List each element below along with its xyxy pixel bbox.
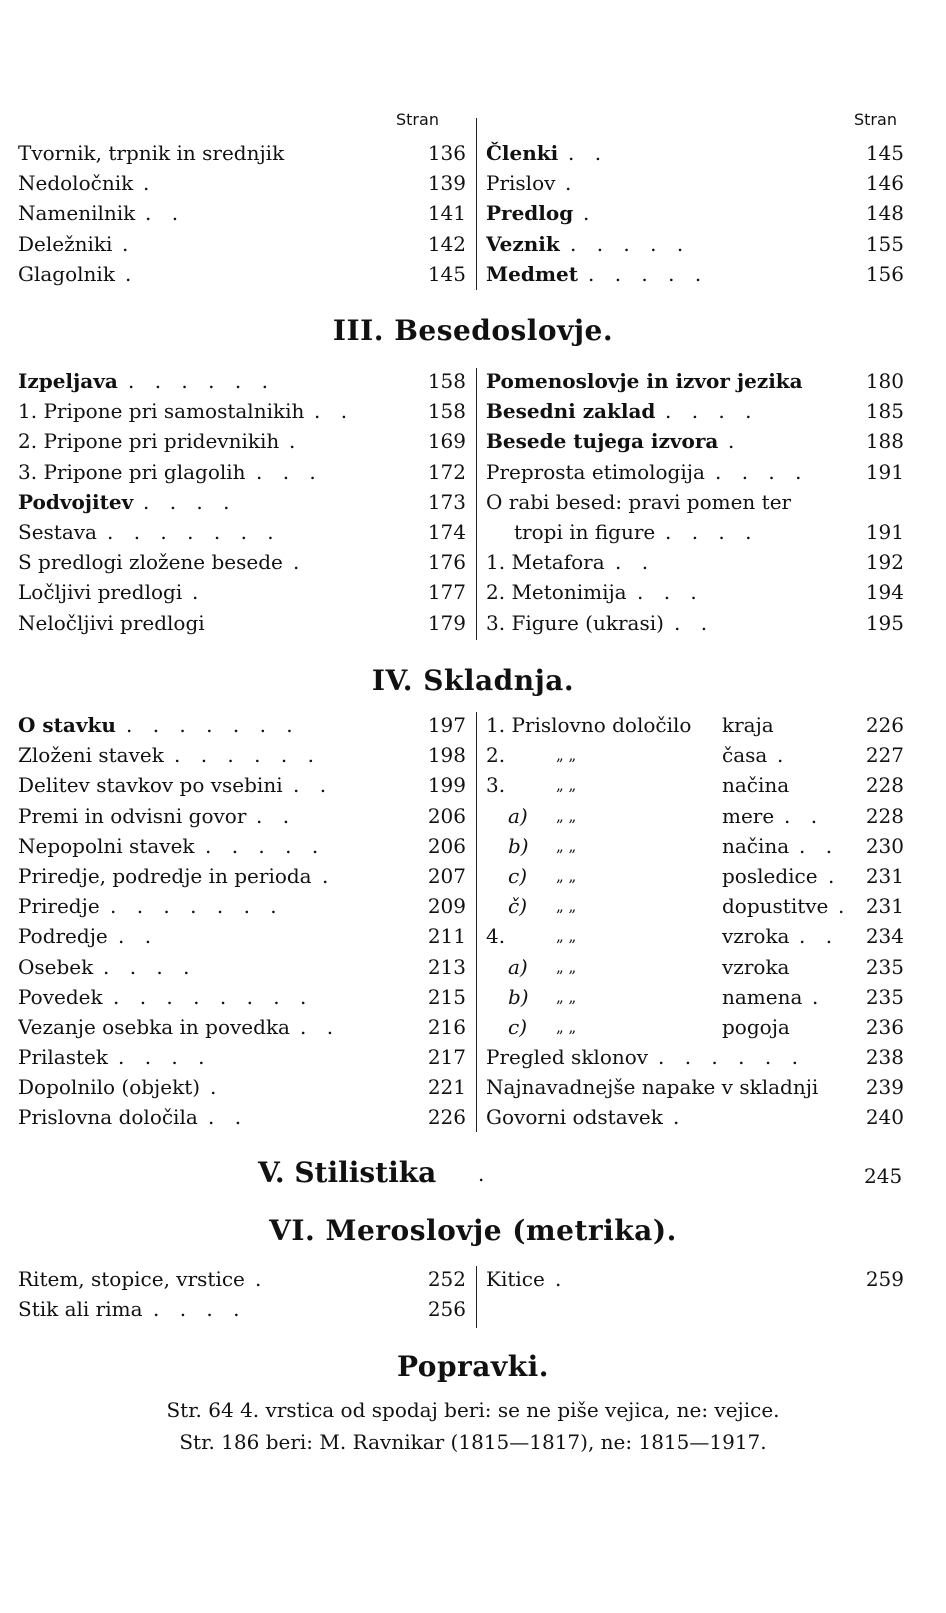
toc-entry xyxy=(486,259,908,289)
toc-entry-subtitle: načina xyxy=(722,773,790,798)
toc-entry xyxy=(18,198,470,228)
toc-entry xyxy=(486,366,908,396)
toc-entry-title: Povedek xyxy=(18,984,103,1009)
toc-entry xyxy=(18,1012,470,1042)
toc-entry-title: tropi in figure xyxy=(514,519,656,544)
section-heading-besedoslovje: III. Besedoslovje. xyxy=(332,314,614,347)
toc-entry-title: Priredje, podredje in perioda xyxy=(18,863,312,888)
toc-entry xyxy=(486,1072,908,1102)
toc-entry-page: 240 xyxy=(865,1105,904,1130)
toc-entry xyxy=(18,547,470,577)
toc-entry-leader: . . . . . . . xyxy=(110,894,284,919)
stilistika-page-number: 245 xyxy=(864,1164,903,1188)
toc-entry-subtitle: vzroka xyxy=(722,924,790,949)
toc-entry-title: 1. Prislovno določilo xyxy=(486,713,692,737)
toc-entry-title: č) xyxy=(508,894,528,919)
toc-entry-leader: . . xyxy=(145,201,186,226)
toc-entry-leader: . xyxy=(565,171,579,196)
toc-entry-page: 231 xyxy=(865,894,904,919)
toc-entry-title: 4. xyxy=(486,924,506,949)
column-divider xyxy=(476,118,477,290)
toc-entry-title: 1. Pripone pri samostalnikih xyxy=(18,399,305,424)
toc-entry-page: 211 xyxy=(427,924,466,949)
toc-entry xyxy=(18,1102,470,1132)
toc-entry-leader: . xyxy=(838,894,852,919)
toc-entry xyxy=(486,426,908,456)
toc-entry-title: Glagolnik xyxy=(18,261,115,286)
toc-entry xyxy=(18,952,470,982)
toc-entry xyxy=(486,921,908,951)
toc-entry-leader: . . xyxy=(799,924,840,949)
toc-entry xyxy=(18,1042,470,1072)
toc-entry xyxy=(18,921,470,951)
toc-entry-leader: . . xyxy=(208,1105,249,1130)
toc-entry-page: 217 xyxy=(427,1045,466,1070)
toc-right-column xyxy=(486,1264,908,1294)
toc-entry-title: Nedoločnik xyxy=(18,171,134,196)
toc-entry-page: 176 xyxy=(427,550,466,575)
toc-entry-title: 3. xyxy=(486,773,506,798)
toc-entry-page: 199 xyxy=(427,773,466,798)
toc-entry-leader: . . xyxy=(674,610,715,635)
ditto-marks: „ „ xyxy=(556,836,577,855)
toc-entry-leader: . . . xyxy=(256,459,323,484)
section-heading-stilistika: V. Stilistika xyxy=(258,1156,437,1189)
toc-entry xyxy=(18,396,470,426)
toc-entry xyxy=(486,547,908,577)
toc-entry-leader: . . . . . . . xyxy=(126,713,300,737)
toc-entry xyxy=(18,487,470,517)
toc-entry-leader: . xyxy=(812,984,826,1009)
toc-entry-page: 177 xyxy=(427,580,466,605)
toc-entry xyxy=(18,770,470,800)
toc-entry-page: 158 xyxy=(427,399,466,424)
toc-entry-page: 174 xyxy=(427,519,466,544)
toc-entry-title: O rabi besed: pravi pomen ter xyxy=(486,489,792,514)
toc-entry xyxy=(486,457,908,487)
toc-entry-page: 145 xyxy=(427,261,466,286)
toc-entry-leader: . . xyxy=(568,141,609,165)
toc-entry-title: Pregled sklonov xyxy=(486,1045,649,1070)
ditto-marks: „ „ xyxy=(556,897,577,916)
toc-entry-title: Delitev stavkov po vsebini xyxy=(18,773,283,798)
toc-entry-title: Dopolnilo (objekt) xyxy=(18,1075,201,1100)
toc-entry xyxy=(18,229,470,259)
toc-entry-leader: . . . . xyxy=(665,399,759,424)
toc-entry-leader: . . . . . . . xyxy=(107,519,281,544)
toc-left-column xyxy=(18,366,470,638)
toc-entry-leader: . xyxy=(555,1267,569,1291)
toc-entry-leader: . . . . . . xyxy=(658,1045,805,1070)
toc-entry-page: 156 xyxy=(865,261,904,286)
toc-entry-subtitle: načina xyxy=(722,833,790,858)
ditto-marks: „ „ xyxy=(556,806,577,825)
toc-entry-title: 2. Metonimija xyxy=(486,580,627,605)
toc-entry xyxy=(18,608,470,638)
toc-entry-page: 221 xyxy=(427,1075,466,1100)
toc-entry-page: 195 xyxy=(865,610,904,635)
toc-entry xyxy=(18,831,470,861)
toc-entry xyxy=(18,1072,470,1102)
toc-entry-title: Nepopolni stavek xyxy=(18,833,195,858)
toc-entry-subtitle: namena xyxy=(722,984,803,1009)
toc-entry-title: Sestava xyxy=(18,519,97,544)
toc-entry-title: Stik ali rima xyxy=(18,1297,143,1322)
toc-entry xyxy=(486,168,908,198)
toc-entry-page: 197 xyxy=(427,713,466,737)
toc-entry-title: Pomenoslovje in izvor jezika xyxy=(486,369,803,393)
toc-entry-title: Besede tujega izvora xyxy=(486,429,719,454)
toc-entry-page: 206 xyxy=(427,803,466,828)
toc-entry-title: Ločljivi predlogi xyxy=(18,580,183,605)
toc-entry-title: Prislov xyxy=(486,171,556,196)
toc-entry-page: 216 xyxy=(427,1014,466,1039)
toc-entry-page: 194 xyxy=(865,580,904,605)
toc-entry-leader: . xyxy=(192,580,206,605)
toc-entry-page: 239 xyxy=(865,1075,904,1100)
toc-entry xyxy=(18,259,470,289)
toc-entry-title: Govorni odstavek xyxy=(486,1105,663,1130)
toc-entry-title: Deležniki xyxy=(18,231,113,256)
toc-entry-title: Neločljivi predlogi xyxy=(18,610,205,635)
toc-entry xyxy=(486,1102,908,1132)
toc-entry-page: 235 xyxy=(865,984,904,1009)
toc-entry xyxy=(18,577,470,607)
toc-entry-page: 146 xyxy=(865,171,904,196)
toc-entry xyxy=(18,426,470,456)
toc-entry-page: 209 xyxy=(427,894,466,919)
toc-entry-leader: . . xyxy=(256,803,297,828)
toc-entry-leader: . . xyxy=(615,550,656,575)
toc-entry-page: 191 xyxy=(865,519,904,544)
toc-entry-leader: . xyxy=(322,863,336,888)
toc-entry xyxy=(18,891,470,921)
toc-entry xyxy=(18,457,470,487)
toc-entry-page: 185 xyxy=(865,399,904,424)
toc-entry-leader: . xyxy=(673,1105,687,1130)
toc-entry-page: 198 xyxy=(427,743,466,768)
toc-entry-subtitle: kraja xyxy=(722,713,774,737)
toc-entry-title: Premi in odvisni govor xyxy=(18,803,247,828)
toc-entry-title: Osebek xyxy=(18,954,94,979)
toc-entry-page: 158 xyxy=(427,369,466,393)
toc-entry xyxy=(486,861,908,891)
toc-entry xyxy=(486,1264,908,1294)
toc-entry xyxy=(18,1294,470,1324)
toc-entry-page: 236 xyxy=(865,1014,904,1039)
toc-entry-title: c) xyxy=(508,1014,528,1039)
toc-entry-title: a) xyxy=(508,803,528,828)
toc-entry-page: 238 xyxy=(865,1045,904,1070)
toc-entry xyxy=(486,801,908,831)
toc-entry-title: Ritem, stopice, vrstice xyxy=(18,1267,245,1291)
toc-entry-subtitle: posledice xyxy=(722,863,818,888)
toc-entry-page: 139 xyxy=(427,171,466,196)
column-divider xyxy=(476,712,477,1132)
toc-entry-title: Medmet xyxy=(486,261,578,286)
toc-entry-title: a) xyxy=(508,954,528,979)
toc-entry-title: Preprosta etimologija xyxy=(486,459,705,484)
toc-entry-title: Zloženi stavek xyxy=(18,743,164,768)
toc-entry-leader: . xyxy=(828,863,842,888)
toc-entry-title: Členki xyxy=(486,141,559,165)
toc-entry-leader: . . xyxy=(314,399,355,424)
toc-entry-page: 172 xyxy=(427,459,466,484)
toc-left-column xyxy=(18,710,470,1133)
toc-entry-leader: . . xyxy=(300,1014,341,1039)
toc-entry xyxy=(486,396,908,426)
toc-entry-page: 228 xyxy=(865,803,904,828)
toc-entry-leader: . . . xyxy=(637,580,704,605)
toc-entry-title: 2. xyxy=(486,743,506,768)
toc-entry xyxy=(486,710,908,740)
ditto-marks: „ „ xyxy=(556,987,577,1006)
toc-entry-title: O stavku xyxy=(18,713,116,737)
toc-entry-page: 227 xyxy=(865,743,904,768)
toc-entry xyxy=(486,1042,908,1072)
errata-line: Str. 64 4. vrstica od spodaj beri: se ne piše vejica, ne: vejice. xyxy=(166,1398,780,1422)
toc-entry-page: 230 xyxy=(865,833,904,858)
toc-entry-leader: . xyxy=(777,743,791,768)
toc-entry-page: 141 xyxy=(427,201,466,226)
toc-entry-page: 226 xyxy=(865,713,904,737)
toc-entry-leader: . . . . xyxy=(715,459,809,484)
toc-right-column xyxy=(486,366,908,638)
toc-entry-page: 136 xyxy=(427,141,466,165)
toc-entry xyxy=(486,982,908,1012)
toc-entry xyxy=(18,710,470,740)
toc-entry-leader: . . . . . xyxy=(570,231,691,256)
toc-entry-page: 228 xyxy=(865,773,904,798)
toc-entry-title: Tvornik, trpnik in srednjik xyxy=(18,141,285,165)
toc-entry xyxy=(18,861,470,891)
toc-entry-leader: . xyxy=(255,1267,269,1291)
toc-entry-leader: . xyxy=(210,1075,224,1100)
column-divider xyxy=(476,368,477,640)
toc-entry-page: 180 xyxy=(865,369,904,393)
toc-entry xyxy=(18,982,470,1012)
toc-entry-title: 2. Pripone pri pridevnikih xyxy=(18,429,280,454)
toc-entry xyxy=(486,138,908,168)
toc-entry xyxy=(18,517,470,547)
toc-entry-leader: . . . . xyxy=(118,1045,212,1070)
toc-entry-title: S predlogi zložene besede xyxy=(18,550,283,575)
toc-entry-title: Predlog xyxy=(486,201,574,226)
ditto-marks: „ „ xyxy=(556,866,577,885)
toc-entry-page: 145 xyxy=(865,141,904,165)
toc-entry-title: Veznik xyxy=(486,231,560,256)
toc-entry xyxy=(486,517,908,547)
toc-entry-leader: . xyxy=(122,231,136,256)
toc-entry-leader: . . . . xyxy=(153,1297,247,1322)
toc-entry-leader: . . . . . . xyxy=(174,743,321,768)
toc-entry-title: 3. Pripone pri glagolih xyxy=(18,459,246,484)
toc-entry-page: 169 xyxy=(427,429,466,454)
toc-entry-leader: . . . . . . . . xyxy=(113,984,314,1009)
toc-entry-leader: . xyxy=(728,429,742,454)
toc-entry-title: Prilastek xyxy=(18,1045,108,1070)
toc-entry-page: 148 xyxy=(865,201,904,226)
toc-entry-title: Namenilnik xyxy=(18,201,136,226)
ditto-marks: „ „ xyxy=(556,927,577,946)
toc-entry xyxy=(18,801,470,831)
toc-entry xyxy=(486,891,908,921)
ditto-marks: „ „ xyxy=(556,746,577,765)
toc-entry xyxy=(486,229,908,259)
toc-entry-title: Podvojitev xyxy=(18,489,134,514)
toc-entry-leader: . xyxy=(583,201,597,226)
toc-entry xyxy=(18,740,470,770)
toc-entry-title: Izpeljava xyxy=(18,369,118,393)
toc-entry-page: 173 xyxy=(427,489,466,514)
toc-entry-leader: . . . . xyxy=(665,519,759,544)
toc-entry-title: Priredje xyxy=(18,894,100,919)
toc-entry-page: 179 xyxy=(427,610,466,635)
toc-entry-title: Vezanje osebka in povedka xyxy=(18,1014,290,1039)
section-heading-skladnja: IV. Skladnja. xyxy=(371,664,575,697)
toc-left-column xyxy=(18,138,470,289)
toc-entry-leader: . xyxy=(125,261,139,286)
toc-entry-title: 3. Figure (ukrasi) xyxy=(486,610,664,635)
toc-entry xyxy=(18,168,470,198)
ditto-marks: „ „ xyxy=(556,776,577,795)
toc-entry-page: 142 xyxy=(427,231,466,256)
toc-entry-subtitle: časa xyxy=(722,743,768,768)
toc-entry-leader: . . . . xyxy=(103,954,197,979)
toc-entry-title: Kitice xyxy=(486,1267,545,1291)
toc-entry xyxy=(486,198,908,228)
toc-entry-page: 215 xyxy=(427,984,466,1009)
toc-entry xyxy=(18,1264,470,1294)
toc-right-column xyxy=(486,138,908,289)
toc-entry xyxy=(486,770,908,800)
toc-entry-subtitle: vzroka xyxy=(722,954,790,979)
section-heading-popravki: Popravki. xyxy=(396,1350,549,1383)
toc-entry-subtitle: dopustitve xyxy=(722,894,829,919)
toc-entry-page: 213 xyxy=(427,954,466,979)
toc-entry-leader: . . xyxy=(784,803,825,828)
stilistika-leader: . xyxy=(478,1162,485,1186)
toc-entry-page: 252 xyxy=(427,1267,466,1291)
toc-entry xyxy=(486,608,908,638)
toc-left-column xyxy=(18,1264,470,1324)
toc-entry-page: 191 xyxy=(865,459,904,484)
toc-entry-page: 231 xyxy=(865,863,904,888)
toc-entry-title: b) xyxy=(508,833,529,858)
toc-right-column xyxy=(486,710,908,1133)
toc-entry-title: Besedni zaklad xyxy=(486,399,656,424)
toc-entry-leader: . xyxy=(293,550,307,575)
toc-entry-page: 256 xyxy=(427,1297,466,1322)
toc-entry-title: 1. Metafora xyxy=(486,550,605,575)
toc-entry-leader: . . xyxy=(118,924,159,949)
toc-entry-title: Prislovna določila xyxy=(18,1105,198,1130)
ditto-marks: „ „ xyxy=(556,1017,577,1036)
toc-entry-title: Podredje xyxy=(18,924,108,949)
toc-entry-page: 188 xyxy=(865,429,904,454)
toc-entry-leader: . xyxy=(143,171,157,196)
errata-line: Str. 186 beri: M. Ravnikar (1815—1817), ne: 1815—1917. xyxy=(179,1430,767,1454)
toc-entry xyxy=(486,831,908,861)
toc-entry xyxy=(486,952,908,982)
toc-entry-leader: . . . . . xyxy=(588,261,709,286)
column-divider xyxy=(476,1266,477,1328)
toc-entry-title: b) xyxy=(508,984,529,1009)
toc-entry-page: 235 xyxy=(865,954,904,979)
toc-entry-page: 259 xyxy=(865,1267,904,1291)
toc-entry-subtitle: mere xyxy=(722,803,775,828)
toc-entry-page: 192 xyxy=(865,550,904,575)
toc-entry-title: c) xyxy=(508,863,528,888)
stran-label-right: Stran xyxy=(854,110,897,129)
stran-label-left: Stran xyxy=(396,110,439,129)
toc-entry-leader: . . xyxy=(293,773,334,798)
toc-entry-leader: . xyxy=(289,429,303,454)
toc-entry xyxy=(18,366,470,396)
toc-entry-leader: . . . . . . xyxy=(128,369,275,393)
toc-entry-subtitle: pogoja xyxy=(722,1014,790,1039)
toc-entry-page: 155 xyxy=(865,231,904,256)
toc-entry-page: 226 xyxy=(427,1105,466,1130)
toc-entry xyxy=(18,138,470,168)
section-heading-meroslovje: VI. Meroslovje (metrika). xyxy=(269,1214,677,1247)
toc-entry-leader: . . xyxy=(799,833,840,858)
toc-entry-page: 207 xyxy=(427,863,466,888)
toc-entry xyxy=(486,577,908,607)
toc-entry-leader: . . . . . xyxy=(205,833,326,858)
toc-entry-page: 206 xyxy=(427,833,466,858)
toc-entry-page: 234 xyxy=(865,924,904,949)
toc-entry xyxy=(486,740,908,770)
ditto-marks: „ „ xyxy=(556,957,577,976)
toc-entry xyxy=(486,487,908,517)
toc-entry xyxy=(486,1012,908,1042)
toc-entry-title: Najnavadnejše napake v skladnji xyxy=(486,1075,819,1100)
toc-entry-leader: . . . . xyxy=(143,489,237,514)
